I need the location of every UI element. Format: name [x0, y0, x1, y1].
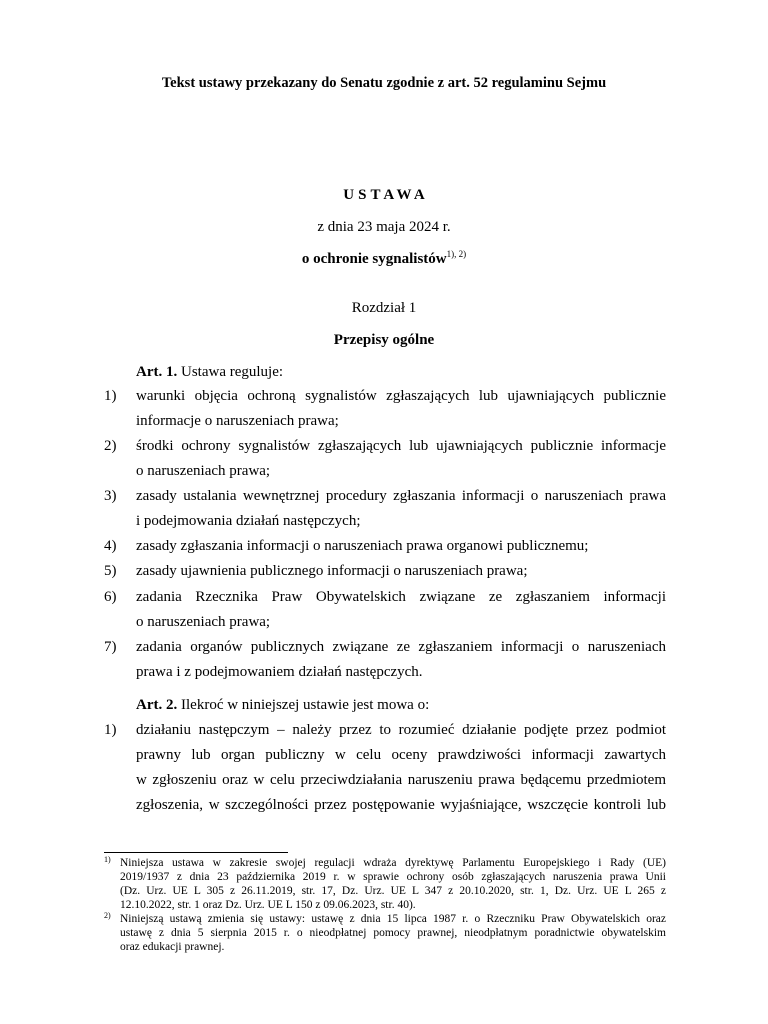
item-text	[136, 534, 666, 559]
art1-heading	[136, 363, 283, 381]
item-number: 5)	[104, 563, 117, 579]
item-text	[136, 718, 666, 818]
act-title-footnote-refs: 1), 2)	[446, 249, 467, 259]
item-text	[136, 484, 666, 534]
act-date: z dnia 23 maja 2024 r.	[317, 219, 451, 235]
art2-heading	[136, 696, 429, 714]
art2-label: Art. 2.	[136, 697, 178, 713]
item-line: działaniu następczym – należy przez to rozumieć działanie podjęte przez podmiot	[136, 722, 666, 738]
item-text	[136, 434, 666, 484]
item-number: 7)	[104, 639, 117, 655]
footnote-line: (Dz. Urz. UE L 305 z 26.11.2019, str. 17, Dz. Urz. UE L 347 z 20.10.2020, str. 1, Dz. Urz. UE L 265 z	[120, 885, 666, 897]
item-number: 6)	[104, 589, 117, 605]
footnote-line: 2019/1937 z dnia 23 października 2019 r. w sprawie ochrony osób zgłaszających naruszenia prawa Unii	[120, 871, 666, 883]
item-line: warunki objęcia ochroną sygnalistów zgłaszających lub ujawniających publicznie	[136, 388, 666, 404]
footnote-line: oraz edukacji prawnej.	[120, 941, 225, 953]
item-line: środki ochrony sygnalistów zgłaszających lub ujawniających publicznie informacje	[136, 438, 666, 454]
header-note: Tekst ustawy przekazany do Senatu zgodnie z art. 52 regulaminu Sejmu	[161, 75, 607, 91]
act-title-text: o ochronie sygnalistów	[301, 251, 447, 267]
item-line: i podejmowania działań następczych;	[136, 513, 361, 529]
item-text	[136, 559, 666, 584]
chapter-number: Rozdział 1	[351, 300, 417, 316]
item-line: o naruszeniach prawa;	[136, 463, 271, 479]
item-number: 3)	[104, 488, 117, 504]
footnote-number: 2)	[104, 911, 111, 920]
item-line: w zgłoszeniu oraz w celu przeciwdziałania naruszeniu prawa będącemu przedmiotem	[136, 772, 666, 788]
item-line: o naruszeniach prawa;	[136, 614, 271, 630]
item-text	[136, 635, 666, 685]
footnote-line: 12.10.2022, str. 1 oraz Dz. Urz. UE L 150 z 09.06.2023, str. 40).	[120, 899, 416, 911]
footnote-line: Niniejszą ustawą zmienia się ustawy: ustawę z dnia 15 lipca 1987 r. o Rzeczniku Praw Obywatelskich oraz	[120, 913, 666, 925]
item-number: 1)	[104, 388, 117, 404]
item-line: informacje o naruszeniach prawa;	[136, 413, 339, 429]
item-text	[136, 585, 666, 635]
item-line: prawa i z podejmowaniem działań następczych.	[136, 664, 423, 680]
footnote-separator	[104, 852, 288, 853]
art2-intro: Ilekroć w niniejszej ustawie jest mowa o:	[181, 697, 430, 713]
item-number: 4)	[104, 538, 117, 554]
footnote-number: 1)	[104, 855, 111, 864]
item-number: 2)	[104, 438, 117, 454]
item-line: zgłoszenia, w szczególności przez postępowanie wyjaśniające, wszczęcie kontroli lub	[136, 797, 666, 813]
footnote-line: ustawę z dnia 5 sierpnia 2015 r. o nieodpłatnej pomocy prawnej, nieodpłatnym poradnictwie obywatelskim	[120, 927, 666, 939]
act-title	[0, 250, 768, 268]
item-line: zasady ujawnienia publicznego informacji o naruszeniach prawa;	[136, 563, 528, 579]
act-type: USTAWA	[343, 187, 429, 203]
item-text	[136, 384, 666, 434]
item-line: prawny lub organ publiczny w celu oceny prawdziwości informacji zawartych	[136, 747, 666, 763]
item-line: zadania organów publicznych związane ze zgłaszaniem informacji o naruszeniach	[136, 639, 666, 655]
item-line: zasady ustalania wewnętrznej procedury zgłaszania informacji o naruszeniach prawa	[136, 488, 666, 504]
footnote-line: Niniejsza ustawa w zakresie swojej regulacji wdraża dyrektywę Parlamentu Europejskiego i Rady (UE)	[120, 857, 666, 869]
footnote-text	[120, 856, 666, 912]
art1-label: Art. 1.	[136, 364, 178, 380]
footnote-text	[120, 912, 666, 954]
art1-intro: Ustawa reguluje:	[181, 364, 284, 380]
chapter-title: Przepisy ogólne	[333, 332, 435, 348]
item-number: 1)	[104, 722, 117, 738]
item-line: zasady zgłaszania informacji o naruszeniach prawa organowi publicznemu;	[136, 538, 589, 554]
item-line: zadania Rzecznika Praw Obywatelskich związane ze zgłaszaniem informacji	[136, 589, 666, 605]
